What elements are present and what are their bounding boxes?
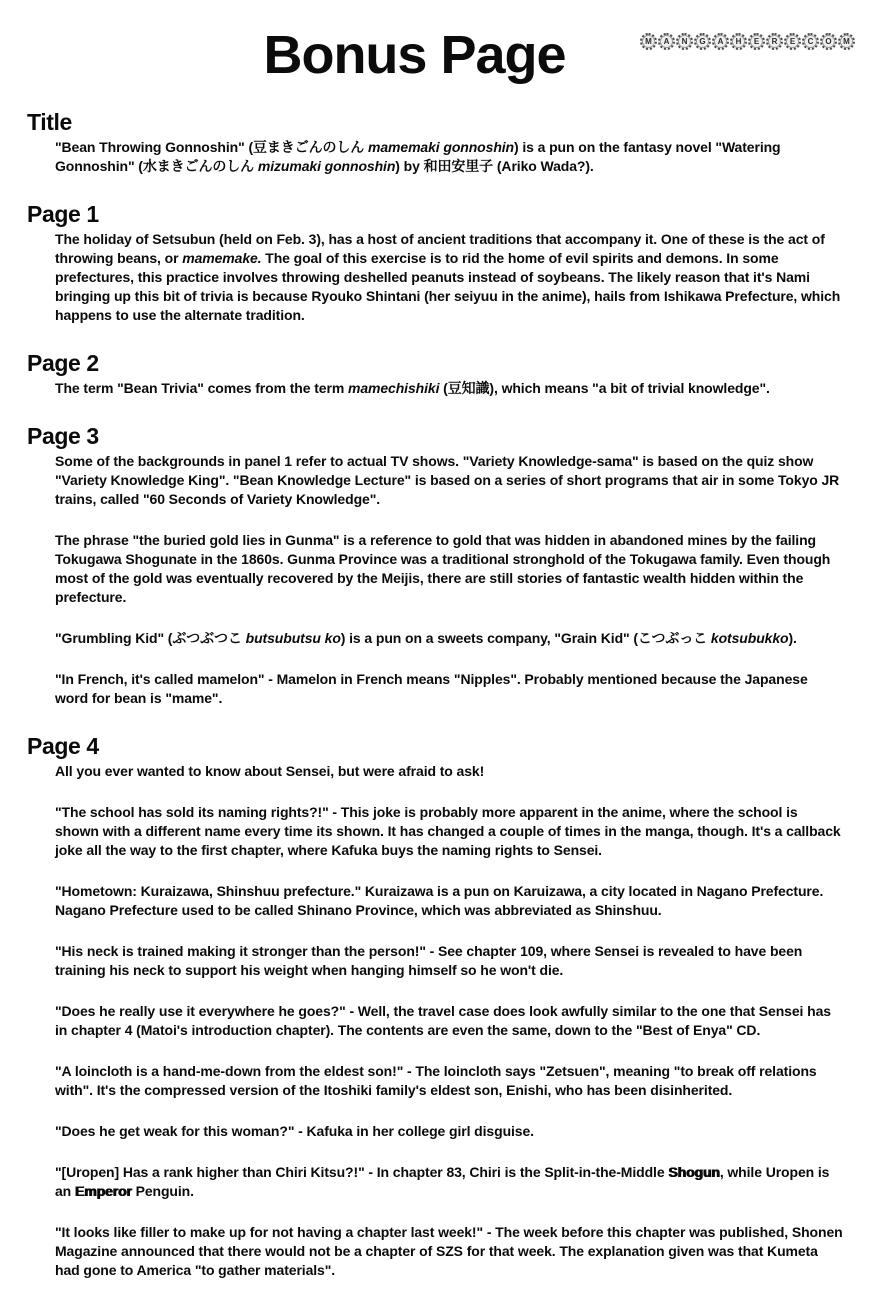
text-segment: "His neck is trained making it stronger than the person!" - See chapter 109, where Sensei is revealed to have been training his neck to support his weight when hanging himself so he won't die. [55, 943, 803, 978]
note-paragraph [55, 1002, 843, 1040]
text-segment: butsubutsu ko [245, 630, 341, 646]
text-segment: "Does he get weak for this woman?" - Kafuka in her college girl disguise. [55, 1123, 534, 1139]
note-paragraph [55, 1163, 843, 1201]
section-heading: Page 4 [27, 733, 99, 759]
text-segment: Some of the backgrounds in panel 1 refer to actual TV shows. "Variety Knowledge-sama" is based on the quiz show "Variety Knowledge King". "Bean Knowledge Lecture" is based on a series of short programs that air in some Tokyo JR trains, called "60 Seconds of Variety Knowledge". [55, 453, 840, 507]
note-paragraph [55, 1223, 843, 1280]
note-paragraph [55, 803, 843, 860]
section-page-4 [27, 733, 843, 1280]
section-title [27, 109, 843, 176]
text-segment: Shogun [668, 1164, 720, 1180]
text-segment: mamechishiki [347, 380, 440, 396]
section-page-1 [27, 201, 843, 325]
text-segment: mizumaki gonnoshin [257, 158, 396, 174]
notes-sections [0, 109, 869, 1280]
logo-letter: N [676, 33, 693, 50]
text-segment: "Grumbling Kid" (ぶつぶつこ [55, 630, 246, 646]
text-segment: ) by 和田安里子 (Ariko Wada?). [395, 158, 594, 174]
text-segment: Penguin. [131, 1183, 194, 1199]
text-segment: (豆知識), which means "a bit of trivial knowledge". [439, 380, 770, 396]
text-segment: "The school has sold its naming rights?!" - This joke is probably more apparent in the anime, where the school is shown with a different name every time its shown. It has changed a couple of times in the manga, though. It's a callback joke all the way to the first chapter, where Kafuka buys the naming rights to Sensei. [55, 804, 841, 858]
logo-letter: M [838, 33, 855, 50]
text-segment: "[Uropen] Has a rank higher than Chiri Kitsu?!" - In chapter 83, Chiri is the Split-in-the-Middle [55, 1164, 669, 1180]
note-paragraph [55, 138, 843, 176]
section-page-2 [27, 350, 843, 398]
note-paragraph [55, 1122, 843, 1141]
logo-letter: A [658, 33, 675, 50]
text-segment: mamemaki gonnoshin [368, 139, 515, 155]
text-segment: The phrase "the buried gold lies in Gunma" is a reference to gold that was hidden in abandoned mines by the failing Tokugawa Shogunate in the 1860s. Gunma Province was a traditional stronghold of the Tokugawa family. Even though most of the gold was eventually recovered by the Meijis, there are still stories of fantastic wealth hidden within the prefecture. [55, 532, 831, 605]
note-paragraph [55, 882, 843, 920]
text-segment: ) is a pun on the fantasy novel "Watering Gonnoshin" (水まきごんのしん [55, 139, 781, 174]
text-segment: "Bean Throwing Gonnoshin" (豆まきごんのしん [55, 139, 368, 155]
text-segment: "A loincloth is a hand-me-down from the eldest son!" - The loincloth says "Zetsuen", meaning "to break off relations with". It's the compressed version of the Itoshiki family's eldest son, Enishi, who has been disinherited. [55, 1063, 817, 1098]
note-paragraph [55, 942, 843, 980]
section-heading: Page 2 [27, 350, 99, 376]
logo-letter: A [712, 33, 729, 50]
text-segment: , while Uropen is an [55, 1164, 830, 1199]
page-title: Bonus Page [263, 25, 566, 85]
logo-letter: H [730, 33, 747, 50]
note-paragraph [55, 379, 843, 398]
logo-letter: R [766, 33, 783, 50]
note-paragraph [55, 629, 843, 648]
logo-letter: M [640, 33, 657, 50]
section-page-3 [27, 423, 843, 708]
note-paragraph [55, 670, 843, 708]
text-segment: "It looks like filler to make up for not having a chapter last week!" - The week before this chapter was published, Shonen Magazine announced that there would not be a chapter of SZS for that week. The explanation given was that Kumeta had gone to America "to gather materials". [55, 1224, 843, 1278]
bonus-page [0, 26, 869, 1314]
text-segment: "In French, it's called mamelon" - Mamelon in French means "Nipples". Probably mentioned because the Japanese word for bean is "mame". [55, 671, 808, 706]
note-paragraph [55, 1062, 843, 1100]
text-segment: kotsubukko [710, 630, 789, 646]
note-paragraph [55, 230, 843, 325]
text-segment: The goal of this exercise is to rid the home of evil spirits and demons. In some prefectures, this practice involves throwing deshelled peanuts instead of soybeans. The likely reason that it's Nami bringing up this bit of trivia is because Ryouko Shintani (her seiyuu in the anime), hails from Ishikawa Prefecture, which happens to use the alternate tradition. [55, 250, 841, 323]
section-heading: Page 1 [27, 201, 99, 227]
logo-letter: E [784, 33, 801, 50]
section-heading: Title [27, 109, 72, 135]
logo-letter: C [802, 33, 819, 50]
text-segment: The holiday of Setsubun (held on Feb. 3), has a host of ancient traditions that accompany it. One of these is the act of throwing beans, or [55, 231, 825, 266]
text-segment: "Hometown: Kuraizawa, Shinshuu prefecture." Kuraizawa is a pun on Karuizawa, a city located in Nagano Prefecture. Nagano Prefecture used to be called Shinano Province, which was abbreviated as Shinshuu. [55, 883, 824, 918]
text-segment: Emperor [74, 1183, 132, 1199]
text-segment: All you ever wanted to know about Sensei, but were afraid to ask! [55, 763, 485, 779]
logo-letter: G [694, 33, 711, 50]
text-segment: The term "Bean Trivia" comes from the term [55, 380, 348, 396]
text-segment: ). [788, 630, 797, 646]
text-segment: ) is a pun on a sweets company, "Grain Kid" (こつぶっこ [340, 630, 711, 646]
mangahere-logo [639, 33, 855, 50]
text-segment: "Does he really use it everywhere he goes?" - Well, the travel case does look awfully similar to the one that Sensei has in chapter 4 (Matoi's introduction chapter). The contents are even the same, down to the "Best of Enya" CD. [55, 1003, 831, 1038]
note-paragraph [55, 452, 843, 509]
logo-letter: O [820, 33, 837, 50]
logo-letter: E [748, 33, 765, 50]
text-segment: mamemake. [182, 250, 262, 266]
section-heading: Page 3 [27, 423, 99, 449]
note-paragraph [55, 762, 843, 781]
note-paragraph [55, 531, 843, 607]
